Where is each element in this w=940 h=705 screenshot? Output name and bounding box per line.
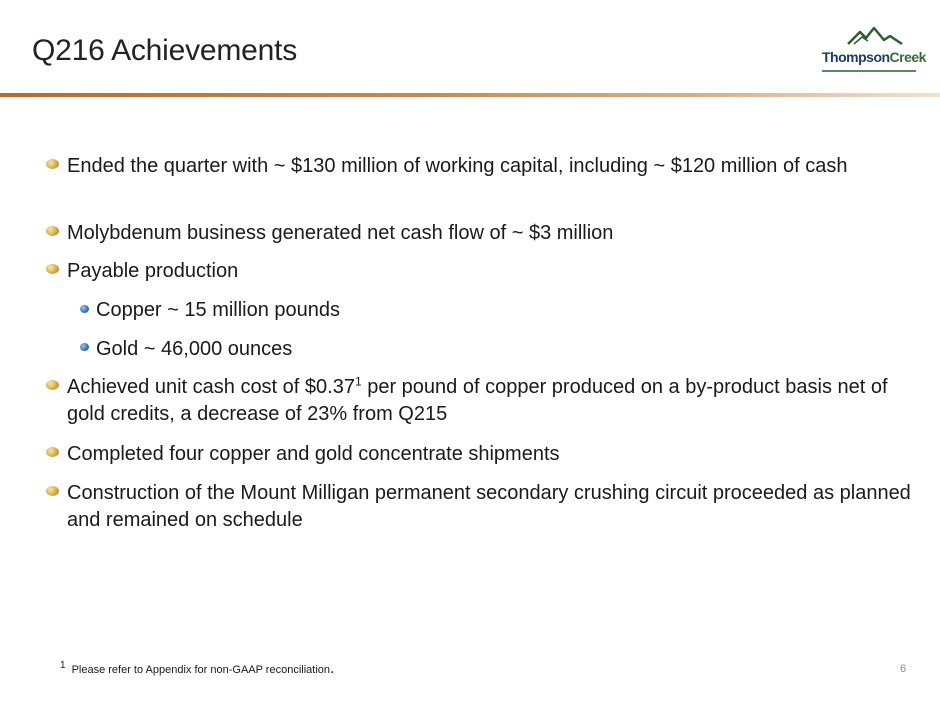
bullet-item: Construction of the Mount Milligan permanent secondary crushing circuit proceeded as planned and remained on schedule — [67, 482, 911, 531]
bullet-text: per pound of copper produced on a by-product basis net of gold credits, a decrease of 23% from Q215 — [67, 376, 888, 425]
footnote-number: 1 — [60, 660, 66, 671]
mountain-logo-icon — [818, 24, 922, 50]
bullet-item: Payable production — [67, 260, 239, 282]
bullet-item — [67, 374, 912, 428]
bullet-text: Achieved unit cash cost of $0.37 — [67, 376, 355, 398]
bullet-gold-icon — [46, 264, 59, 274]
bullet-blue-icon — [80, 343, 89, 351]
logo-underline-icon — [818, 68, 922, 74]
page-number: 6 — [900, 663, 907, 675]
company-logo — [818, 24, 926, 74]
bullet-gold-icon — [46, 159, 59, 169]
bullet-blue-icon — [80, 305, 89, 313]
sub-bullet-item: Gold ~ 46,000 ounces — [96, 338, 293, 360]
bullet-item: Ended the quarter with ~ $130 million of working capital, including ~ $120 million of cash — [67, 155, 848, 177]
bullet-item: Completed four copper and gold concentrate shipments — [67, 443, 560, 465]
sub-bullet-item: Copper ~ 15 million pounds — [96, 299, 341, 321]
bullet-gold-icon — [46, 380, 59, 390]
title-divider — [0, 93, 940, 97]
footnote-period: . — [330, 660, 335, 677]
footnote-text: Please refer to Appendix for non-GAAP reconciliation — [71, 664, 331, 676]
logo-text-creek: Creek — [889, 49, 926, 65]
bullet-item: Molybdenum business generated net cash flow of ~ $3 million — [67, 222, 614, 244]
logo-text-thompson: Thompson — [822, 49, 890, 65]
bullet-gold-icon — [46, 486, 59, 496]
bullet-gold-icon — [46, 226, 59, 236]
logo-wordmark — [822, 49, 926, 65]
footnote — [60, 660, 334, 678]
footnote-ref: 1 — [354, 374, 362, 389]
page-title: Q216 Achievements — [32, 34, 298, 67]
bullet-gold-icon — [46, 447, 59, 457]
